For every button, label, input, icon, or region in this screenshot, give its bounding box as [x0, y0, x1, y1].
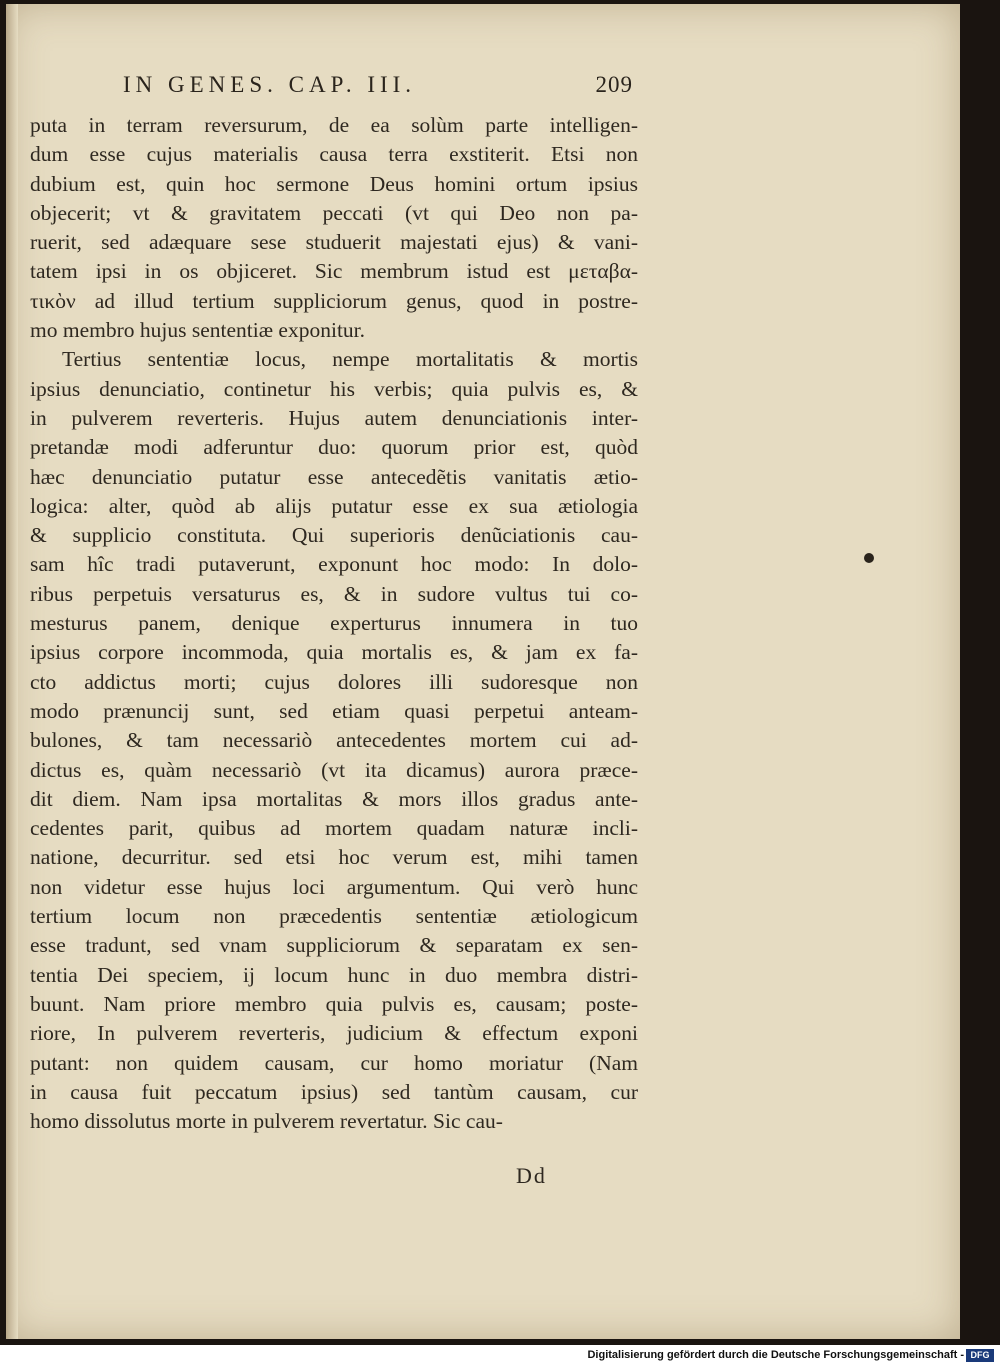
signature-mark: Dd: [516, 1163, 547, 1188]
text-line: τικὸν ad illud tertium suppliciorum genus, quod in postre-: [30, 288, 638, 313]
text-line: tertium locum non præcedentis sententiæ ætiologicum: [30, 904, 638, 929]
text-line: cto addictus morti; cujus dolores illi sudoresque non: [30, 669, 638, 694]
text-line: natione, decurritur. sed etsi hoc verum est, mihi tamen: [30, 845, 638, 870]
text-line: ruerit, sed adæquare sese studuerit majestati ejus) & vani-: [30, 230, 638, 255]
funding-credit: Digitalisierung gefördert durch die Deutsche Forschungsgemeinschaft -: [587, 1349, 964, 1361]
text-line: & supplicio constituta. Qui superioris denũciationis cau-: [30, 523, 638, 548]
body-text: [30, 111, 638, 1136]
text-line: in pulverem reverteris. Hujus autem denunciationis inter-: [30, 405, 638, 430]
text-line: ipsius denunciatio, continetur his verbis; quia pulvis es, &: [30, 376, 638, 401]
text-line: putant: non quidem causam, cur homo moriatur (Nam: [30, 1050, 638, 1075]
footer-bar: [0, 1347, 1000, 1366]
text-line: buunt. Nam priore membro quia pulvis es, causam; poste-: [30, 991, 638, 1016]
text-line: in causa fuit peccatum ipsius) sed tantùm causam, cur: [30, 1079, 638, 1104]
book-page: [6, 4, 960, 1339]
text-line: dum esse cujus materialis causa terra exstiterit. Etsi non: [30, 142, 638, 167]
text-line: sam hîc tradi putaverunt, exponunt hoc modo: In dolo-: [30, 552, 638, 577]
running-head-title: IN GENES. CAP. III.: [123, 72, 417, 97]
text-line: homo dissolutus morte in pulverem revertatur. Sic cau-: [30, 1109, 503, 1134]
text-line: dictus es, quàm necessariò (vt ita dicamus) aurora præce-: [30, 757, 638, 782]
text-line: riore, In pulverem reverteris, judicium & effectum exponi: [30, 1021, 638, 1046]
text-line: ipsius corpore incommoda, quia mortalis es, & jam ex fa-: [30, 640, 638, 665]
page-number: 209: [595, 72, 633, 97]
running-head: [123, 72, 633, 108]
text-line: hæc denunciatio putatur esse antecedẽtis vanitatis ætio-: [30, 464, 638, 489]
text-line: tentia Dei speciem, ij locum hunc in duo membra distri-: [30, 962, 638, 987]
text-line: ribus perpetuis versaturus es, & in sudore vultus tui co-: [30, 581, 638, 606]
text-line: dubium est, quin hoc sermone Deus homini ortum ipsius: [30, 171, 638, 196]
text-line: mo membro hujus sententiæ exponitur.: [30, 318, 366, 343]
text-line: objecerit; vt & gravitatem peccati (vt qui Deo non pa-: [30, 200, 638, 225]
text-line: Tertius sententiæ locus, nempe mortalitatis & mortis: [62, 347, 638, 372]
ink-spot: [864, 553, 874, 563]
text-line: puta in terram reversurum, de ea solùm parte intelligen-: [30, 113, 638, 137]
text-line: mesturus panem, denique experturus innumera in tuo: [30, 611, 638, 636]
text-line: esse tradunt, sed vnam suppliciorum & separatam ex sen-: [30, 933, 638, 958]
text-line: logica: alter, quòd ab alijs putatur esse ex sua ætiologia: [30, 493, 638, 518]
text-line: cedentes parit, quibus ad mortem quadam naturæ incli-: [30, 816, 638, 841]
page-gutter-edge: [6, 4, 18, 1339]
text-line: tatem ipsi in os objiceret. Sic membrum istud est μεταβα-: [30, 259, 638, 284]
text-line: modo prænuncij sunt, sed etiam quasi perpetui anteam-: [30, 698, 638, 723]
text-line: bulones, & tam necessariò antecedentes mortem cui ad-: [30, 728, 638, 753]
text-line: dit diem. Nam ipsa mortalitas & mors illos gradus ante-: [30, 786, 638, 811]
text-line: non videtur esse hujus loci argumentum. Qui verò hunc: [30, 874, 638, 899]
text-line: pretandæ modi adferuntur duo: quorum prior est, quòd: [30, 435, 638, 460]
dfg-logo-icon: DFG: [966, 1349, 994, 1362]
